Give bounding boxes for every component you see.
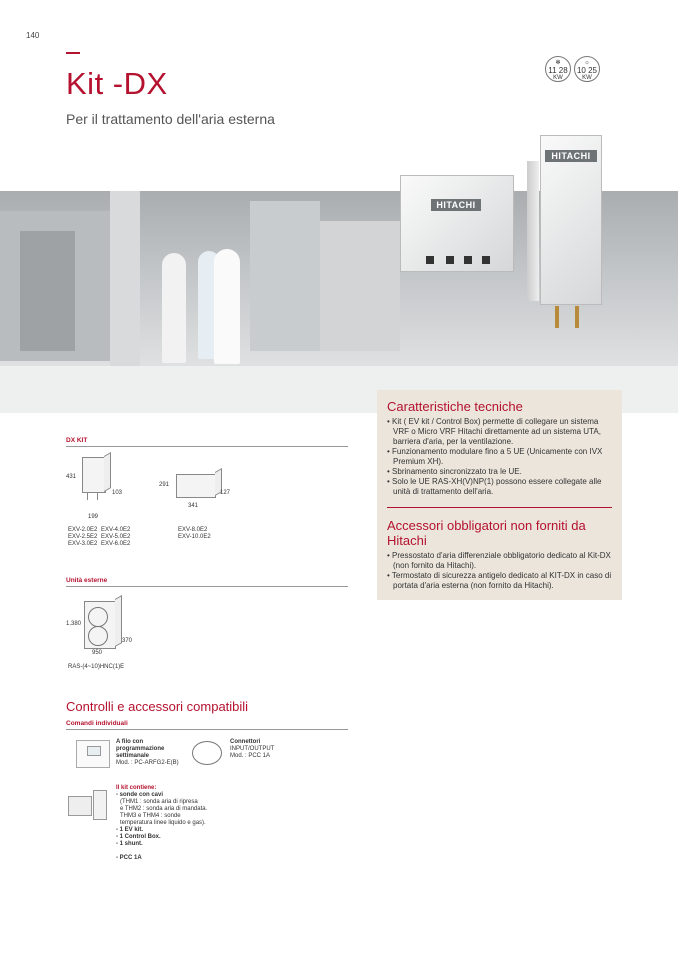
model-code: EXV-10.0E2 xyxy=(178,534,211,540)
kit-line: - 1 shunt. xyxy=(116,841,143,847)
hero-photo xyxy=(0,151,678,413)
unit1-models-col2 xyxy=(101,527,130,548)
sun-icon: ☼ xyxy=(584,60,590,66)
capacity-badge-heating xyxy=(574,56,600,82)
kit-line: - PCC 1A xyxy=(116,855,142,861)
dim-depth: 127 xyxy=(220,490,231,496)
cable-icon xyxy=(192,741,222,765)
section-rule xyxy=(66,446,348,447)
model-code: EXV-4.0E2 xyxy=(101,527,131,533)
info-panel xyxy=(377,390,622,600)
model-code: EXV-2.5E2 xyxy=(68,534,98,540)
controls-title: Controlli e accessori compatibili xyxy=(66,699,249,714)
control-item-2 xyxy=(230,739,274,760)
dim-depth: 103 xyxy=(112,490,123,496)
page-subtitle: Per il trattamento dell'aria esterna xyxy=(66,111,275,127)
model-code: Mod. : PC-ARFG2-E(B) xyxy=(116,760,179,766)
kit-line xyxy=(116,848,207,855)
badge-range: 10 25 xyxy=(576,66,598,75)
accessories-list xyxy=(387,551,612,591)
capacity-badges xyxy=(545,56,600,82)
wired-remote-image xyxy=(76,740,110,768)
list-item: • Pressostato d'aria differenziale obbligatorio dedicato al Kit-DX (non fornito da Hitachi). xyxy=(387,551,612,571)
section-rule xyxy=(66,729,348,730)
kit-line: THM3 e THM4 : sonde xyxy=(120,813,181,819)
dx-kit-label: DX KIT xyxy=(66,437,88,444)
outdoor-label: Unità esterne xyxy=(66,577,108,584)
badge-unit: KW xyxy=(582,75,592,81)
item-line: Connettori xyxy=(230,739,261,745)
item-line: INPUT/OUTPUT xyxy=(230,746,275,752)
item-line: A filo con xyxy=(116,739,144,745)
model-code: EXV-6.0E2 xyxy=(101,541,131,547)
badge-unit: KW xyxy=(553,75,563,81)
list-item: • Termostato di sicurezza antigelo dedicato al KIT-DX in caso di portata d'aria esterna (non fornito da Hitachi). xyxy=(387,571,612,591)
kit-line: e THM2 : sonda aria di mandata. xyxy=(120,806,208,812)
model-code: EXV-8.0E2 xyxy=(178,527,208,533)
item-line: programmazione xyxy=(116,746,165,752)
dim-width: 341 xyxy=(188,503,199,509)
item-line: settimanale xyxy=(116,753,150,759)
dim-height: 291 xyxy=(159,482,170,488)
model-code: Mod. : PCC 1A xyxy=(230,753,271,759)
outdoor-model: RAS-(4~10)HNC(1)E xyxy=(68,664,125,670)
model-code: EXV-5.0E2 xyxy=(101,534,131,540)
capacity-badge-cooling xyxy=(545,56,571,82)
dim-height: 1.380 xyxy=(66,621,82,627)
control-box-image xyxy=(400,175,514,272)
kit-line: - 1 Control Box. xyxy=(116,834,161,840)
dim-height: 431 xyxy=(66,474,77,480)
brand-logo: HITACHI xyxy=(431,199,481,211)
kit-line: (THM1 : sonda aria di ripresa xyxy=(120,799,198,805)
accessories-title: Accessori obbligatori non forniti da Hitachi xyxy=(387,518,586,548)
brand-logo: HITACHI xyxy=(545,150,597,162)
dx-kit-unit2-drawing xyxy=(158,466,243,516)
features-title: Caratteristiche tecniche xyxy=(387,399,523,414)
list-item: • Kit ( EV kit / Control Box) permette di collegare un sistema VRF o Micro VRF Hitachi direttamente ad un sistema UTA, barriera d'aria, per la ventilazione. xyxy=(387,417,612,447)
list-item: • Sbrinamento sincronizzato tra le UE. xyxy=(387,467,612,477)
page-title: Kit -DX xyxy=(66,66,168,101)
model-code: EXV-2.0E2 xyxy=(68,527,98,533)
section-rule xyxy=(66,586,348,587)
kit-contents-image xyxy=(68,790,110,822)
snowflake-icon: ✻ xyxy=(555,60,561,66)
features-list xyxy=(387,417,612,497)
accent-dash xyxy=(66,52,80,54)
model-code: EXV-3.0E2 xyxy=(68,541,98,547)
control-item-1 xyxy=(116,739,179,767)
panel-divider xyxy=(387,507,612,508)
dim-width: 199 xyxy=(88,514,99,520)
badge-range: 11 28 xyxy=(548,66,568,75)
outdoor-unit-drawing xyxy=(66,595,146,660)
list-item: • Funzionamento modulare fino a 5 UE (Unicamente con IVX Premium XH). xyxy=(387,447,612,467)
dim-width: 950 xyxy=(92,650,103,656)
unit2-models xyxy=(178,527,211,541)
ev-kit-image xyxy=(540,135,602,305)
page-number: 140 xyxy=(26,31,40,40)
unit1-models-col1 xyxy=(68,527,97,548)
kit-line: - sonde con cavi xyxy=(116,792,164,798)
kit-heading: Il kit contiene: xyxy=(116,785,157,791)
kit-contents xyxy=(116,785,207,862)
controls-sublabel: Comandi individuali xyxy=(66,720,128,727)
list-item: • Solo le UE RAS-XH(V)NP(1) possono essere collegate alle unità di trattamento dell'aria. xyxy=(387,477,612,497)
kit-line: - 1 EV kit. xyxy=(116,827,144,833)
kit-line: temperatura linee liquido e gas). xyxy=(120,820,206,826)
dim-depth: 370 xyxy=(122,638,133,644)
